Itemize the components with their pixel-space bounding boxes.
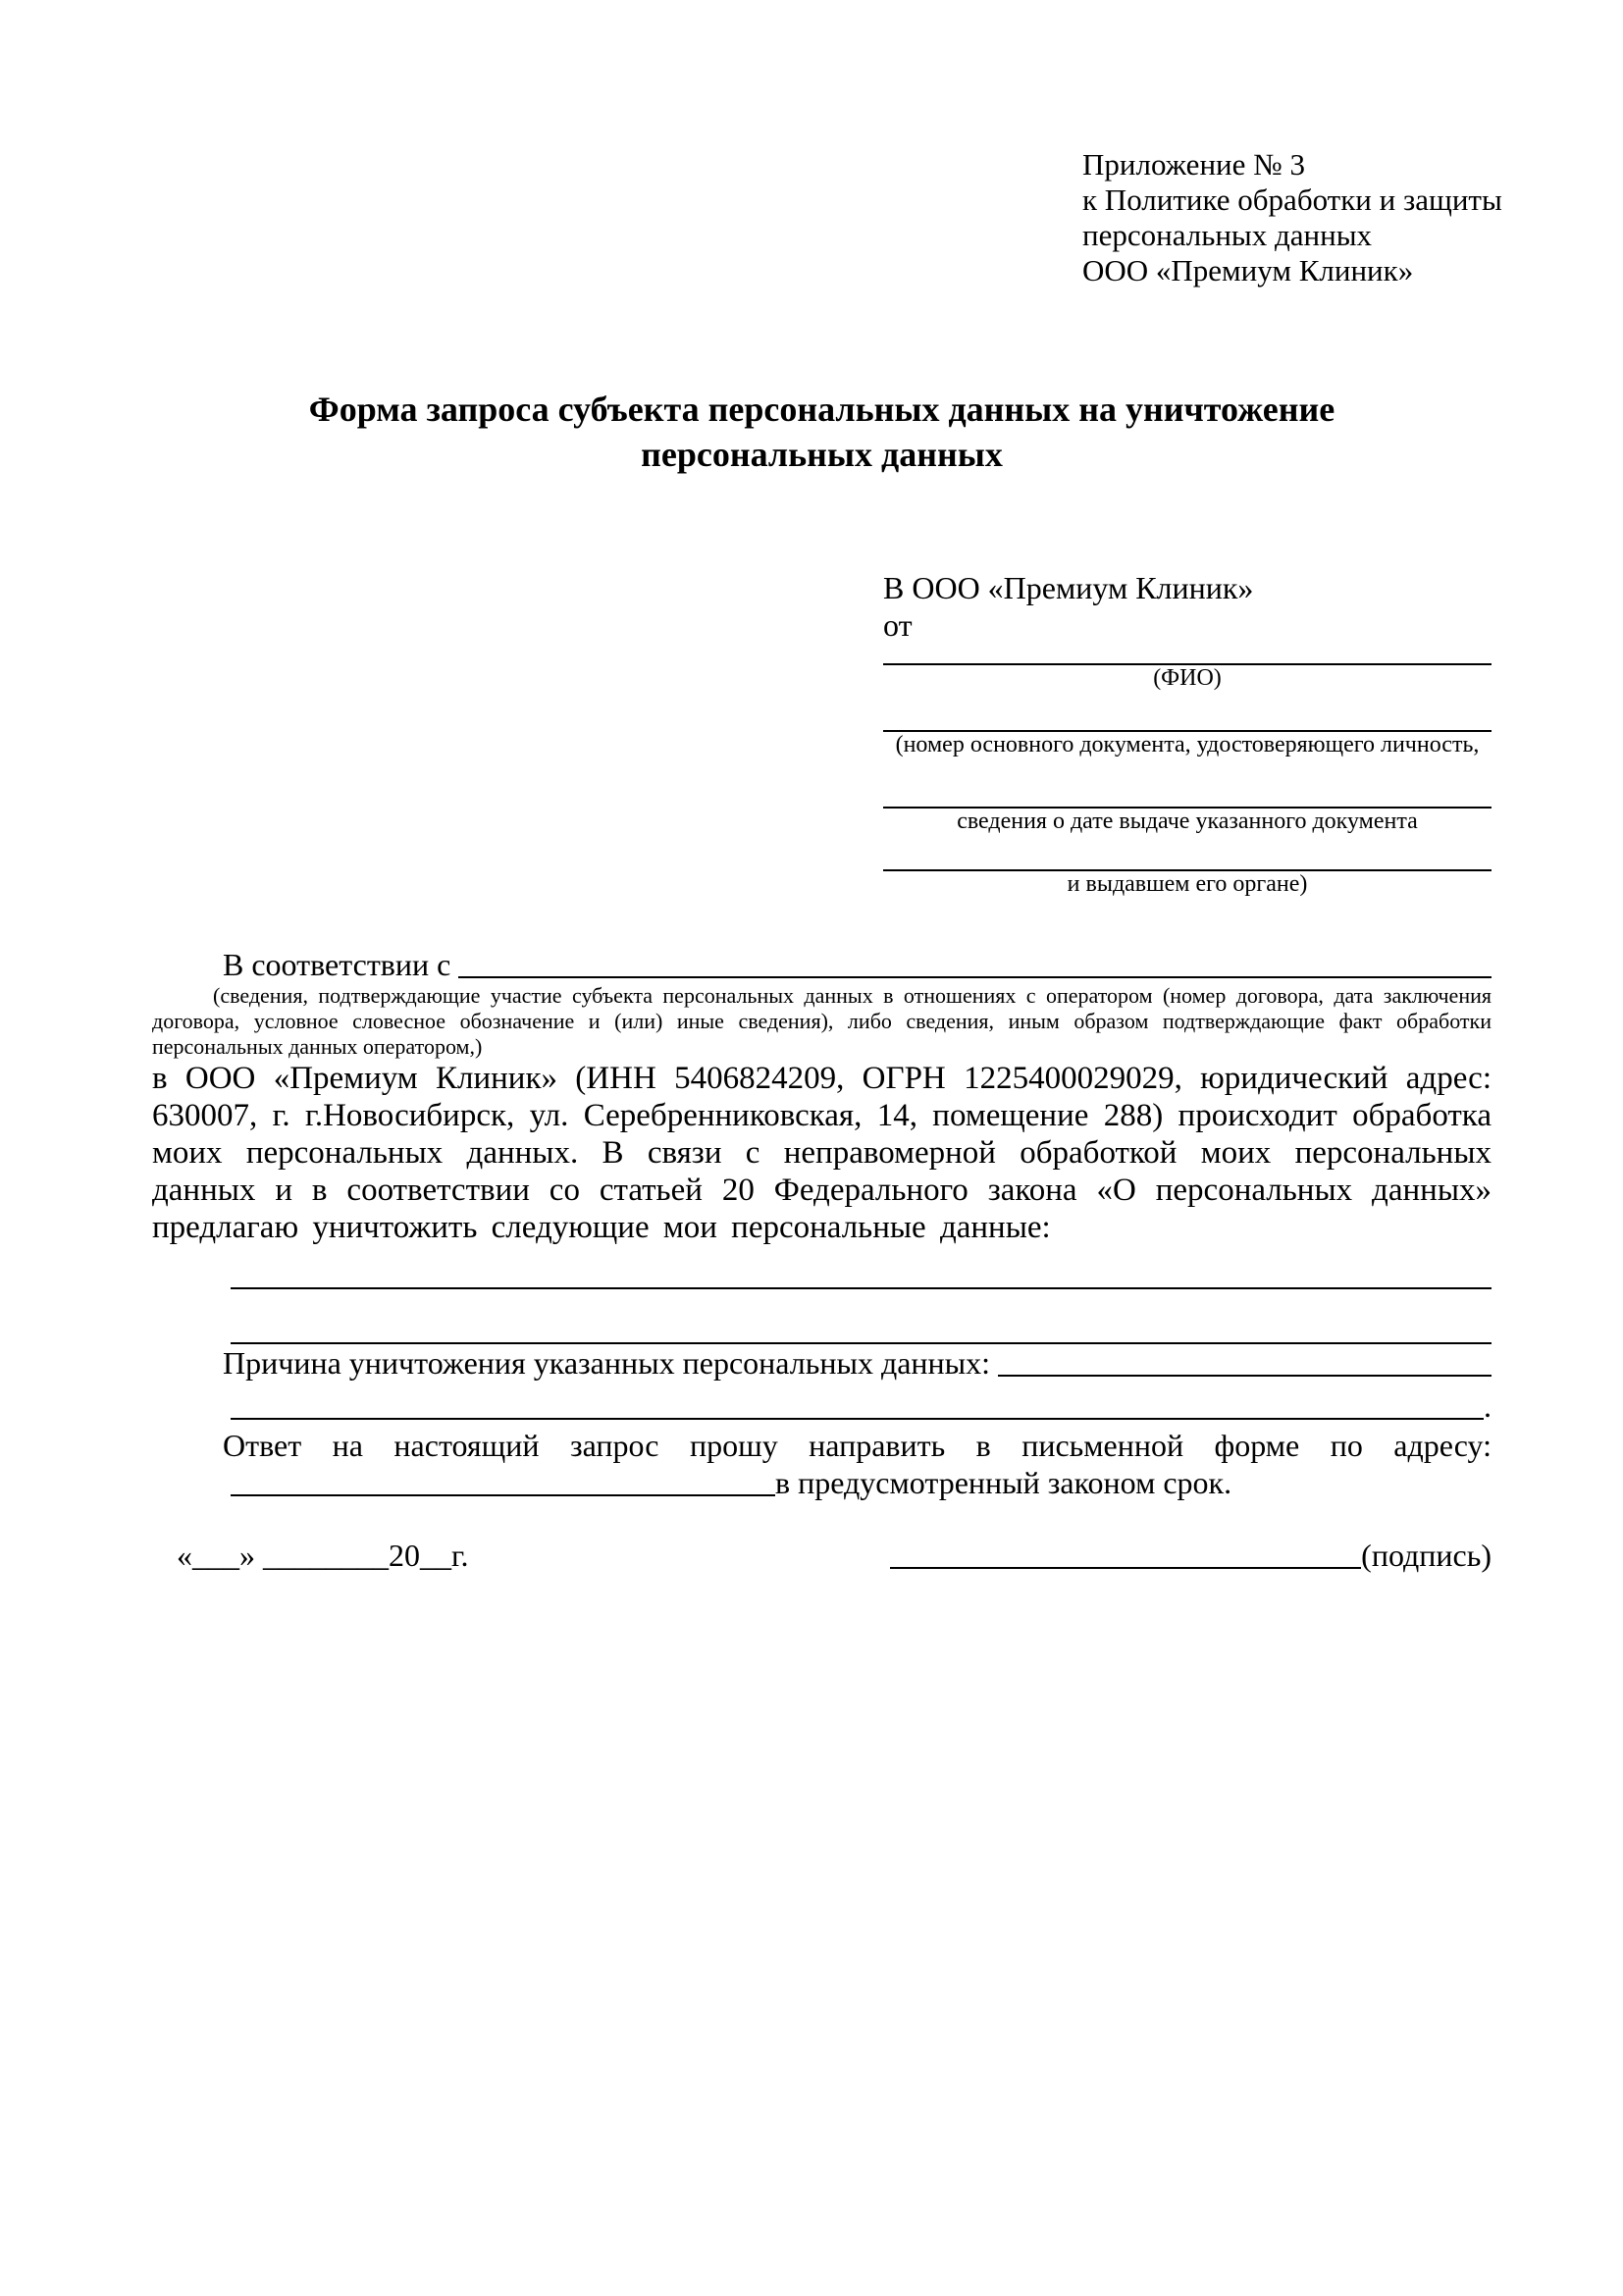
issuing-authority-caption: и выдавшем его органе) bbox=[1067, 871, 1308, 897]
issue-date-caption: сведения о дате выдаче указанного документа bbox=[957, 809, 1418, 834]
date-blank-text: «___» ________20__г. bbox=[177, 1538, 469, 1573]
addressee-block bbox=[883, 569, 1492, 897]
reason-row bbox=[152, 1344, 1492, 1382]
address-blank-line bbox=[231, 1494, 775, 1496]
accordance-label: В соответствии с bbox=[223, 947, 459, 982]
reason-label: Причина уничтожения указанных персональных данных: bbox=[223, 1345, 999, 1381]
reason-blank-line bbox=[998, 1375, 1492, 1377]
appendix-note-line: Приложение № 3 bbox=[1082, 147, 1305, 182]
personal-data-blank-line-1 bbox=[231, 1287, 1492, 1289]
appendix-note-line: ООО «Премиум Клиник» bbox=[1082, 253, 1414, 287]
document-title bbox=[152, 387, 1492, 477]
addressee-from-label: от bbox=[883, 607, 913, 643]
answer-paragraph: Ответ на настоящий запрос прошу направить в письменной форме по адресу: bbox=[223, 1428, 1492, 1463]
signature-caption: (подпись) bbox=[1361, 1538, 1492, 1573]
answer-tail-text: в предусмотренный законом срок. bbox=[775, 1465, 1232, 1500]
signature-group bbox=[890, 1537, 1492, 1574]
document-title-line-2: персональных данных bbox=[641, 435, 1003, 474]
reason-continuation-blank-line bbox=[231, 1418, 1484, 1420]
period-mark: . bbox=[1484, 1388, 1492, 1424]
appendix-note-line: персональных данных bbox=[1082, 218, 1373, 252]
signature-blank-line bbox=[890, 1567, 1361, 1569]
id-document-caption: (номер основного документа, удостоверяющего личность, bbox=[895, 732, 1480, 757]
fio-caption: (ФИО) bbox=[1153, 665, 1222, 691]
main-paragraph: в ООО «Премиум Клиник» (ИНН 5406824209, ОГРН 1225400029029, юридический адрес: 630007, г. г.Новосибирск, ул. Серебренниковская, 14, помещение 288) происходит обработка моих персональных данных. В связи с неправомерной обработкой моих персональных данных и в соответствии со статьей 20 Федерального закона «О персональных данных» предлагаю уничтожить следующие мои персональные данные: bbox=[152, 1061, 1492, 1245]
reason-continuation-row bbox=[152, 1387, 1492, 1425]
accordance-row bbox=[152, 946, 1492, 983]
document-title-line-1: Форма запроса субъекта персональных данных на уничтожение bbox=[308, 390, 1335, 429]
addressee-to: В ООО «Премиум Клиник» bbox=[883, 570, 1254, 605]
accordance-footnote: (сведения, подтверждающие участие субъекта персональных данных в отношениях с оператором (номер договора, дата заключения договора, условное словесное обозначение и (или) иные сведения), либо сведения, иным образом подтверждающие факт обработки персональных данных оператором,) bbox=[152, 983, 1492, 1059]
accordance-blank-line bbox=[458, 976, 1492, 978]
appendix-note bbox=[1082, 147, 1502, 288]
footer-row bbox=[152, 1537, 1492, 1574]
appendix-note-line: к Политике обработки и защиты bbox=[1082, 183, 1502, 217]
address-row bbox=[152, 1464, 1492, 1501]
